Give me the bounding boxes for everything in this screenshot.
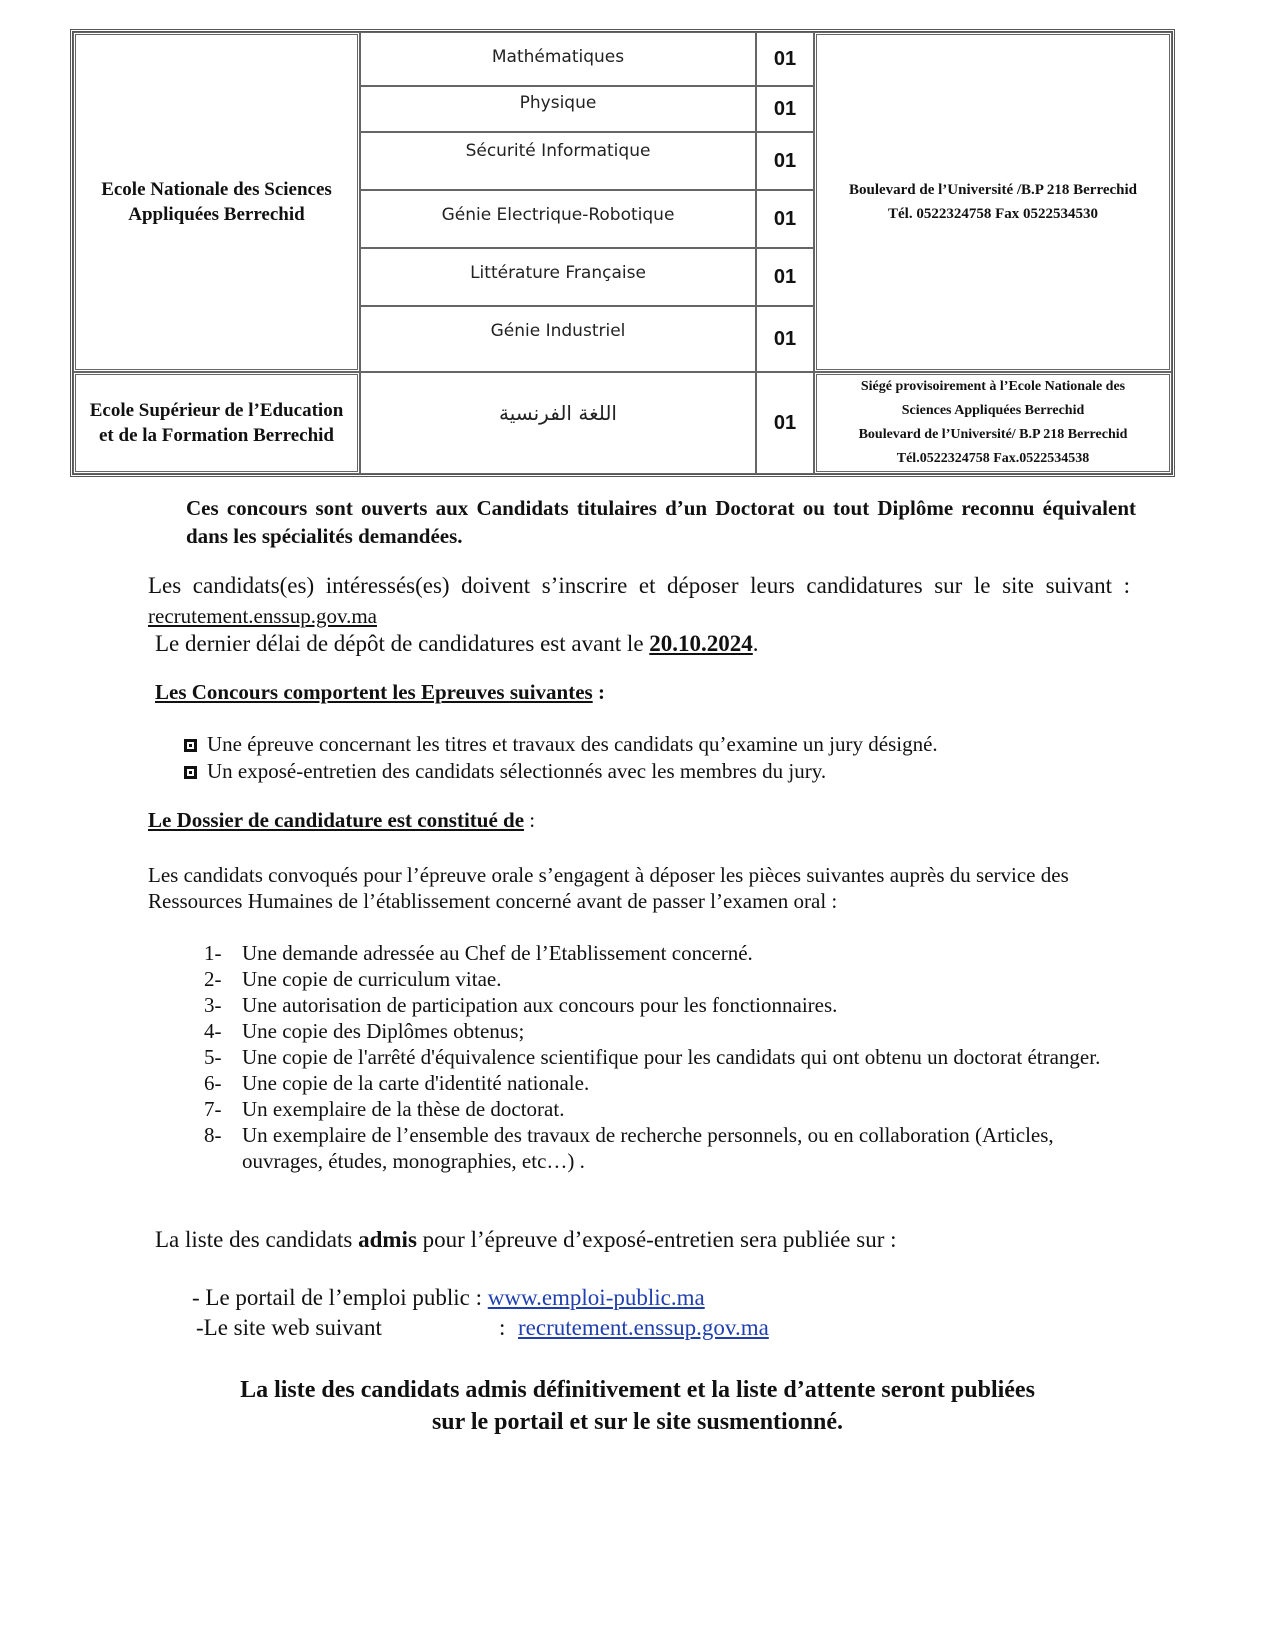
deadline-date: 20.10.2024 — [649, 631, 753, 656]
specialty-cell — [360, 190, 756, 248]
website-label: -Le site web suivant — [196, 1315, 382, 1340]
count-cell — [756, 372, 814, 474]
eligibility-paragraph: Ces concours sont ouverts aux Candidats titulaires d’un Doctorat ou tout Diplôme reconnu équivalent dans les spécialités demandées. — [186, 496, 1136, 548]
item-text: Une copie de la carte d'identité nationale. — [242, 1071, 590, 1095]
address-cell-esef — [814, 372, 1172, 474]
publication-prefix: La liste des candidats — [155, 1227, 353, 1252]
item-number: 1- — [204, 941, 222, 965]
item-text: Une copie de curriculum vitae. — [242, 967, 502, 991]
item-number: 3- — [204, 993, 222, 1017]
count-cell — [756, 132, 814, 190]
list-item — [204, 1044, 1104, 1070]
school-name-line: et de la Formation Berrechid — [99, 425, 334, 446]
item-text: Une copie de l'arrêté d'équivalence scientifique pour les candidats qui ont obtenu un doctorat étranger. — [242, 1045, 1101, 1069]
item-number: 2- — [204, 967, 222, 991]
list-item — [204, 1018, 1104, 1044]
item-text: Un exemplaire de l’ensemble des travaux de recherche personnels, ou en collaboration (Articles, ouvrages, études, monographies, etc…) . — [242, 1123, 1054, 1173]
specialty-cell — [360, 86, 756, 132]
item-number: 5- — [204, 1045, 222, 1069]
website-link[interactable]: recrutement.enssup.gov.ma — [518, 1315, 769, 1340]
post-count: 01 — [773, 327, 797, 350]
specialty-cell — [360, 248, 756, 306]
specialty-label: Génie Electrique-Robotique — [441, 205, 675, 225]
address-cell-ensa — [814, 32, 1172, 372]
address-line: Tél.0522324758 Fax.0522534538 — [896, 451, 1090, 466]
item-text: Une copie des Diplômes obtenus; — [242, 1019, 525, 1043]
dossier-documents-list — [204, 940, 1104, 1174]
item-number: 8- — [204, 1123, 222, 1147]
publication-suffix: pour l’épreuve d’exposé-entretien sera publiée sur : — [422, 1227, 897, 1252]
school-name-line: Appliquées Berrechid — [128, 204, 305, 225]
final-notice-line: La liste des candidats admis définitivement et la liste d’attente seront publiées — [240, 1377, 1035, 1403]
count-cell — [756, 248, 814, 306]
item-number: 6- — [204, 1071, 222, 1095]
dossier-intro: Les candidats convoqués pour l’épreuve orale s’engagent à déposer les pièces suivantes auprès du service des Ressources Humaines de l’établissement concerné avant de passer l’examen oral : — [148, 863, 1069, 913]
publication-admis: admis — [358, 1227, 417, 1252]
publication-paragraph — [155, 1225, 1135, 1255]
school-cell-ensa — [73, 32, 360, 372]
portal-label: - Le portail de l’emploi public : — [192, 1285, 482, 1310]
specialty-label: اللغة الفرنسية — [499, 401, 617, 425]
item-text: Un exemplaire de la thèse de doctorat. — [242, 1097, 565, 1121]
website-colon: : — [499, 1315, 506, 1340]
epreuve-item — [184, 731, 1084, 758]
post-count: 01 — [773, 207, 797, 230]
list-item — [204, 992, 1104, 1018]
item-number: 4- — [204, 1019, 222, 1043]
specialty-cell — [360, 372, 756, 474]
specialty-label: Littérature Française — [470, 263, 646, 283]
specialty-cell — [360, 32, 756, 86]
school-name-line: Ecole Nationale des Sciences — [101, 179, 332, 200]
specialty-cell — [360, 132, 756, 190]
epreuves-heading — [155, 679, 605, 706]
school-name-line: Ecole Supérieur de l’Education — [89, 400, 344, 421]
address-line: Siégé provisoirement à l’Ecole Nationale des — [860, 379, 1126, 394]
post-count: 01 — [773, 47, 797, 70]
school-cell-esef — [73, 372, 360, 474]
post-count: 01 — [773, 149, 797, 172]
epreuve-text: Une épreuve concernant les titres et travaux des candidats qu’examine un jury désigné. — [207, 732, 938, 756]
list-item — [204, 1122, 1104, 1174]
specialty-label: Physique — [519, 93, 597, 113]
count-cell — [756, 32, 814, 86]
post-count: 01 — [773, 97, 797, 120]
specialty-label: Génie Industriel — [490, 321, 626, 341]
final-notice — [150, 1374, 1125, 1438]
specialty-label: Mathématiques — [491, 47, 625, 67]
address-line: Sciences Appliquées Berrechid — [901, 403, 1085, 418]
address-line: Boulevard de l’Université/ B.P 218 Berrechid — [858, 427, 1128, 442]
specialty-cell — [360, 306, 756, 372]
count-cell — [756, 190, 814, 248]
checkbox-square-icon — [184, 739, 197, 752]
address-line: Boulevard de l’Université /B.P 218 Berrechid — [848, 182, 1138, 198]
item-text: Une autorisation de participation aux concours pour les fonctionnaires. — [242, 993, 838, 1017]
portal-link[interactable]: www.emploi-public.ma — [487, 1285, 705, 1310]
epreuves-heading-text: Les Concours comportent les Epreuves suivantes — [155, 680, 593, 704]
application-text: Les candidats(es) intéressés(es) doivent s’inscrire et déposer leurs candidatures sur le site suivant : — [148, 573, 1130, 598]
post-count: 01 — [773, 265, 797, 288]
dossier-heading-colon: : — [524, 808, 536, 832]
deadline-suffix: . — [752, 631, 759, 656]
application-site-link[interactable]: recrutement.enssup.gov.ma — [148, 604, 377, 628]
website-line — [196, 1313, 896, 1343]
deadline-text: Le dernier délai de dépôt de candidatures est avant le — [155, 631, 644, 656]
list-item — [204, 1096, 1104, 1122]
list-item — [204, 966, 1104, 992]
item-number: 7- — [204, 1097, 222, 1121]
list-item — [204, 940, 1104, 966]
portal-line — [192, 1283, 705, 1313]
application-paragraph — [148, 571, 1130, 631]
epreuves-heading-colon: : — [592, 680, 605, 704]
count-cell — [756, 86, 814, 132]
dossier-heading-text: Le Dossier de candidature est constitué de — [148, 808, 525, 832]
deadline-line — [155, 629, 1055, 659]
final-notice-line: sur le portail et sur le site susmentionné. — [431, 1409, 844, 1435]
post-count: 01 — [773, 411, 797, 434]
schools-table — [70, 29, 1175, 477]
item-text: Une demande adressée au Chef de l’Etablissement concerné. — [242, 941, 753, 965]
count-cell — [756, 306, 814, 372]
checkbox-square-icon — [184, 766, 197, 779]
epreuve-item — [184, 758, 1084, 785]
list-item — [204, 1070, 1104, 1096]
dossier-heading — [148, 807, 535, 834]
specialty-label: Sécurité Informatique — [465, 141, 651, 161]
epreuves-list — [184, 731, 1084, 785]
epreuve-text: Un exposé-entretien des candidats sélectionnés avec les membres du jury. — [207, 759, 827, 783]
address-line: Tél. 0522324758 Fax 0522534530 — [887, 206, 1098, 222]
